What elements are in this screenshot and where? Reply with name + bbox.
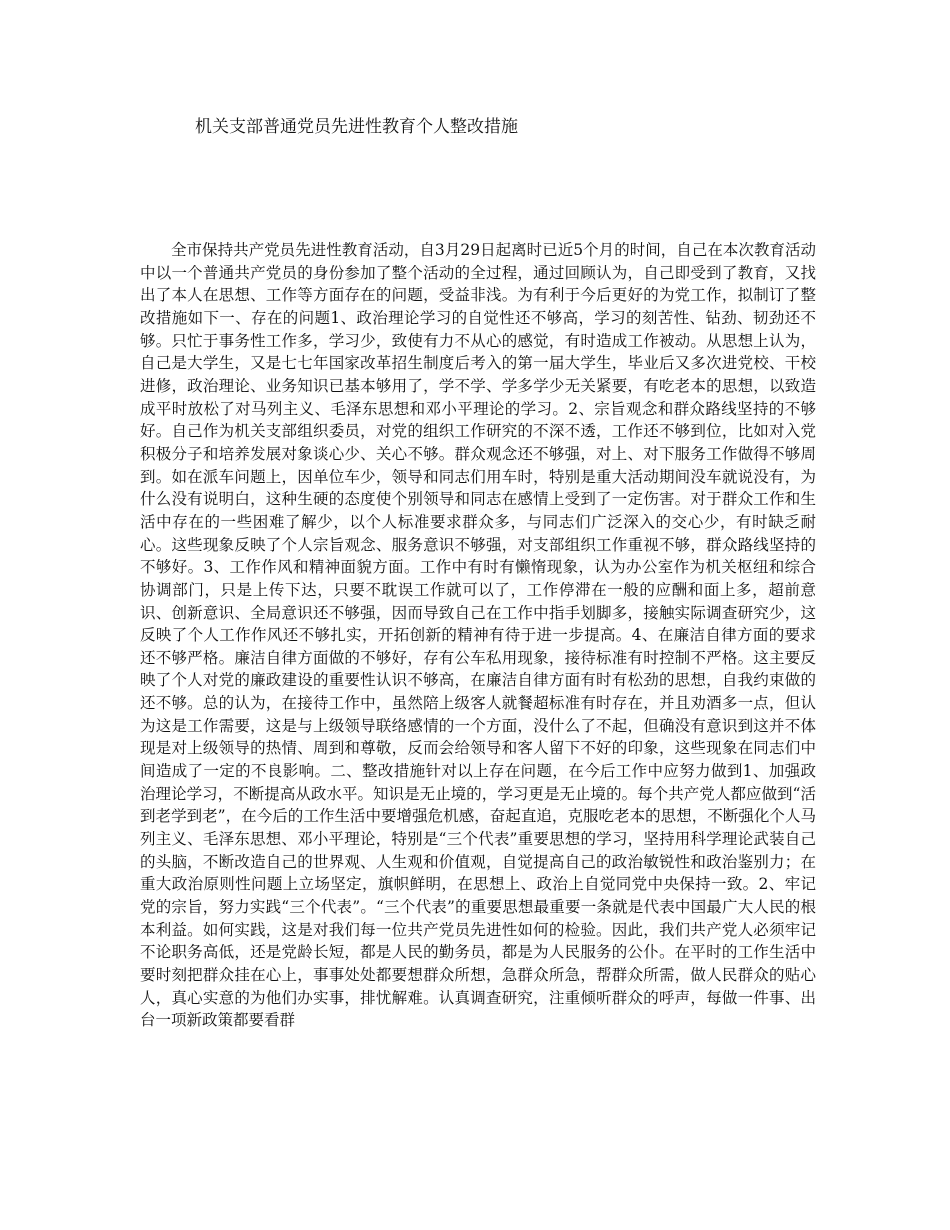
document-title: 机关支部普通党员先进性教育个人整改措施 (195, 117, 518, 137)
document-body: 全市保持共产党员先进性教育活动，自3月29日起离时已近5个月的时间，自己在本次教育活动中以一个普通共产党员的身份参加了整个活动的全过程，通过回顾认为，自己即受到了教育，又找出了本人在思想、工作等方面存在的问题，受益非浅。为有利于今后更好的为党工作，拟制订了整改措施如下一、存在的问题1、政治理论学习的自觉性还不够高，学习的刻苦性、钻劲、韧劲还不够。只忙于事务性工作多，学习少，致使有力不从心的感觉，有时造成工作被动。从思想上认为，自己是大学生，又是七七年国家改革招生制度后考入的第一届大学生，毕业后又多次进党校、干校进修，政治理论、业务知识已基本够用了，学不学、学多学少无关紧要，有吃老本的思想，以致造成平时放松了对马列主义、毛泽东思想和邓小平理论的学习。2、宗旨观念和群众路线坚持的不够好。自己作为机关支部组织委员，对党的组织工作研究的不深不透，工作还不够到位，比如对入党积极分子和培养发展对象谈心少、关心不够。群众观念还不够强，对上、对下服务工作做得不够周到。如在派车问题上，因单位车少，领导和同志们用车时，特别是重大活动期间没车就说没有，为什么没有说明白，这种生硬的态度使个别领导和同志在感情上受到了一定伤害。对于群众工作和生活中存在的一些困难了解少，以个人标准要求群众多，与同志们广泛深入的交心少，有时缺乏耐心。这些现象反映了个人宗旨观念、服务意识不够强，对支部组织工作重视不够，群众路线坚持的不够好。3、工作作风和精神面貌方面。工作中有时有懒惰现象，认为办公室作为机关枢纽和综合协调部门，只是上传下达，只要不耽误工作就可以了，工作停滞在一般的应酬和面上多，超前意识、创新意识、全局意识还不够强，因而导致自己在工作中指手划脚多，接触实际调查研究少，这反映了个人工作作风还不够扎实，开拓创新的精神有待于进一步提高。4、在廉洁自律方面的要求还不够严格。廉洁自律方面做的不够好，存有公车私用现象，接待标准有时控制不严格。这主要反映了个人对党的廉政建设的重要性认识不够高，在廉洁自律方面有时有松劲的思想，自我约束做的还不够。总的认为，在接待工作中，虽然陪上级客人就餐超标准有时存在，并且劝酒多一点，但认为这是工作需要，这是与上级领导联络感情的一个方面，没什么了不起，但确没有意识到这并不体现是对上级领导的热情、周到和尊敬，反而会给领导和客人留下不好的印象，这些现象在同志们中间造成了一定的不良影响。二、整改措施针对以上存在问题，在今后工作中应努力做到1、加强政治理论学习，不断提高从政水平。知识是无止境的，学习更是无止境的。每个共产党人都应做到“活到老学到老”，在今后的工作生活中要增强危机感，奋起直追，克服吃老本的思想，不断强化个人马列主义、毛泽东思想、邓小平理论，特别是“三个代表”重要思想的学习，坚持用科学理论武装自己的头脑，不断改造自己的世界观、人生观和价值观，自觉提高自己的政治敏锐性和政治鉴别力；在重大政治原则性问题上立场坚定，旗帜鲜明，在思想上、政治上自觉同党中央保持一致。2、牢记党的宗旨，努力实践“三个代表”。“三个代表”的重要思想最重要一条就是代表中国最广大人民的根本利益。如何实践，这是对我们每一位共产党员先进性如何的检验。因此，我们共产党人必须牢记不论职务高低，还是党龄长短，都是人民的勤务员，都是为人民服务的公仆。在平时的工作生活中要时刻把群众挂在心上，事事处处都要想群众所想，急群众所急，帮群众所需，做人民群众的贴心人，真心实意的为他们办实事，排忧解难。认真调查研究，注重倾听群众的呼声，每做一件事、出台一项新政策都要看群 (140, 241, 816, 1030)
